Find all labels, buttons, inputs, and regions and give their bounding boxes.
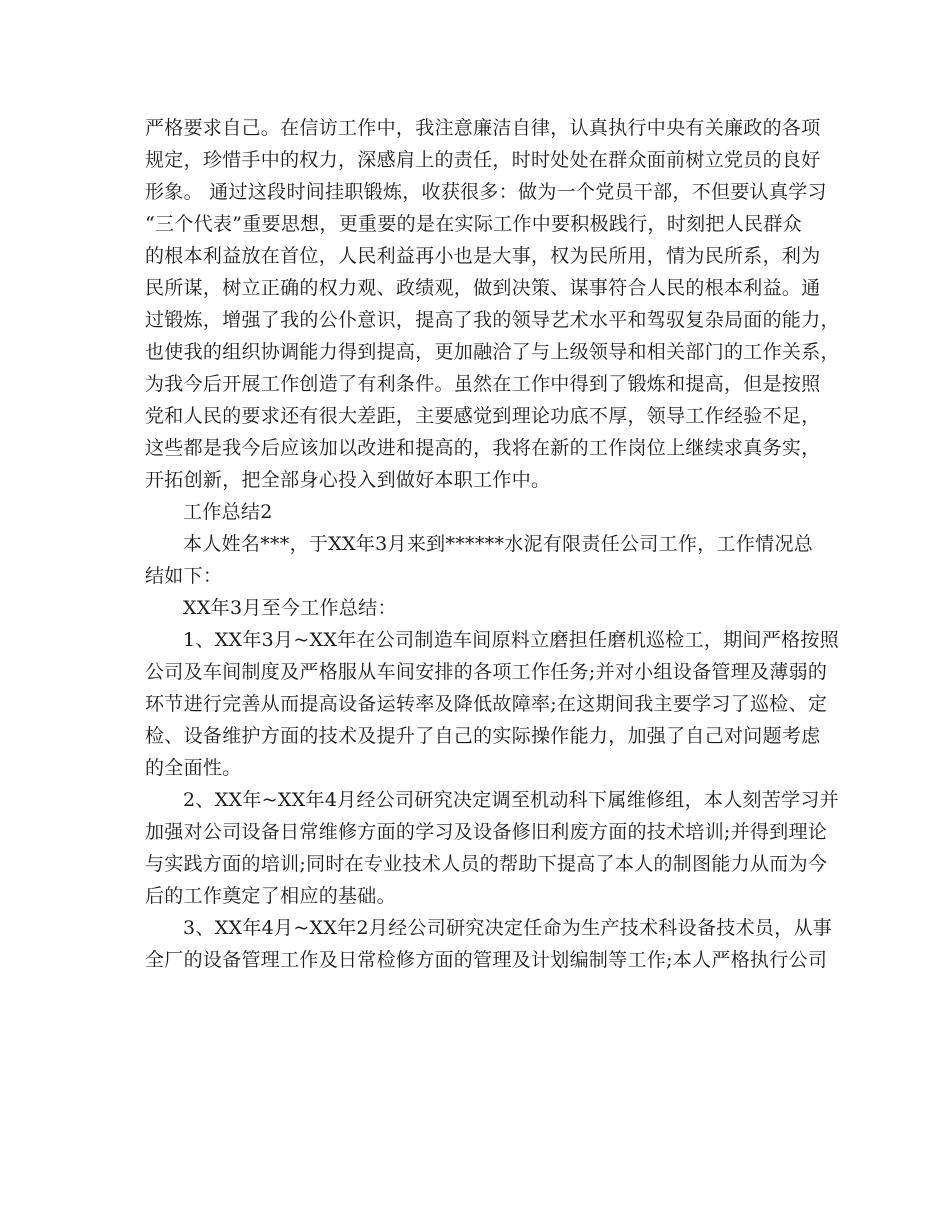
text-line: 环节进行完善从而提高设备运转率及降低故障率;在这期间我主要学习了巡检、定 <box>145 693 828 715</box>
text-line: XX年3月至今工作总结： <box>183 597 397 619</box>
text-line: 这些都是我今后应该加以改进和提高的，我将在新的工作岗位上继续求真务实， <box>145 437 821 459</box>
text-line: 严格要求自己。在信访工作中，我注意廉洁自律，认真执行中央有关廉政的各项 <box>145 117 821 139</box>
text-line: 后的工作奠定了相应的基础。 <box>145 885 396 907</box>
text-line: 规定，珍惜手中的权力，深感肩上的责任，时时处处在群众面前树立党员的良好 <box>145 149 821 171</box>
text-line: 工作总结2 <box>183 501 273 523</box>
document-page <box>145 112 840 976</box>
text-line: 开拓创新，把全部身心投入到做好本职工作中。 <box>145 469 551 491</box>
text-line: 为我今后开展工作创造了有利条件。虽然在工作中得到了锻炼和提高，但是按照 <box>145 373 821 395</box>
text-line: 公司及车间制度及严格服从车间安排的各项工作任务;并对小组设备管理及薄弱的 <box>145 661 828 683</box>
paragraph <box>145 624 840 784</box>
text-line: 全厂的设备管理工作及日常检修方面的管理及计划编制等工作;本人严格执行公司 <box>145 949 828 971</box>
text-line: 形象。 通过这段时间挂职锻炼，收获很多：做为一个党员干部，不但要认真学习 <box>145 181 827 203</box>
paragraph <box>145 912 833 976</box>
text-line: 也使我的组织协调能力得到提高，更加融洽了与上级领导和相关部门的工作关系， <box>145 341 840 363</box>
paragraph <box>145 784 840 912</box>
text-line: “三个代表”重要思想，更重要的是在实际工作中要积极践行，时刻把人民群众 <box>145 213 802 235</box>
paragraph <box>145 112 840 496</box>
text-line: 民所谋，树立正确的权力观、政绩观，做到决策、谋事符合人民的根本利益。通 <box>145 277 821 299</box>
text-line: 结如下： <box>145 565 223 587</box>
text-line: 1、XX年3月~XX年在公司制造车间原料立磨担任磨机巡检工，期间严格按照 <box>183 629 840 651</box>
text-line: 与实践方面的培训;同时在专业技术人员的帮助下提高了本人的制图能力从而为今 <box>145 853 828 875</box>
text-line: 的根本利益放在首位，人民利益再小也是大事，权为民所用，情为民所系，利为 <box>145 245 821 267</box>
paragraph <box>145 496 810 528</box>
paragraph <box>145 592 810 624</box>
text-line: 过锻炼，增强了我的公仆意识，提高了我的领导艺术水平和驾驭复杂局面的能力， <box>145 309 840 331</box>
paragraph <box>145 528 814 592</box>
text-line: 本人姓名***，于XX年3月来到******水泥有限责任公司工作，工作情况总 <box>183 533 814 555</box>
text-line: 3、XX年4月~XX年2月经公司研究决定任命为生产技术科设备技术员，从事 <box>183 917 833 939</box>
text-line: 2、XX年~XX年4月经公司研究决定调至机动科下属维修组，本人刻苦学习并 <box>183 789 840 811</box>
text-line: 检、设备维护方面的技术及提升了自己的实际操作能力，加强了自己对问题考虑 <box>145 725 821 747</box>
text-line: 党和人民的要求还有很大差距，主要感觉到理论功底不厚，领导工作经验不足， <box>145 405 821 427</box>
text-line: 的全面性。 <box>145 757 242 779</box>
text-line: 加强对公司设备日常维修方面的学习及设备修旧利废方面的技术培训;并得到理论 <box>145 821 828 843</box>
